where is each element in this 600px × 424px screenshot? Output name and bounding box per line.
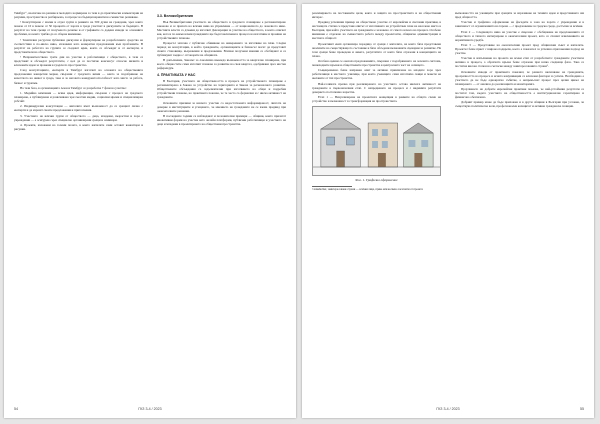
paragraph: В последните години се наблюдават и положителни примери — общини, които прилагат иновативни форми на участие като онлайн платформи, публични работилници и участието на деца и младежи в проектирането на обществени пространства. — [157, 113, 286, 126]
paragraph: • Неправителствено трите дни на участие в работилници с обществото, в тези се представят и обсъждат резултатите, с цел да се постигне консенсус относно визията и ключовите идеи за промени в градското пространство. — [14, 55, 143, 68]
left-page-column-1 — [14, 11, 143, 395]
left-page-footer — [14, 407, 286, 413]
paragraph: След консултациите, експерти в Тимбург изготвят на основата на обществените предложения конкретни мерки, свързани с градската визия — както за подобряване на качеството на живот в града, така и за неговата конкурентоспособност като място за работа, бизнес и туризъм. — [14, 68, 143, 85]
journal-issue: ГКЗ 3-4 / 2023 — [138, 407, 162, 411]
left-page-column-2 — [157, 11, 286, 395]
paragraph: Във Великобритания участието на обществото в градското планиране е регламентирано законово и се прилага на всички нива на управление — от националното до локалното ниво. Местните власти са длъжни да изготвят Декларация за участие на обществото, в която описват как, кога и по какъв начин гражданите ще бъдат включени в процеса на изготвяне и промяна на устройствените планове. — [157, 19, 286, 40]
facade-drawing — [313, 107, 440, 175]
paragraph: Тимбург“, възлагане на решава и мелодито нормиране за тези в да практически елементарни на разумни, пространство и разбираемо, за процес на бъдещи варианти на съвместно решаване. — [14, 11, 143, 20]
paragraph: Процесът започва с публично обявяване на намерението за изготвяне на план. Следва период на консултации, в който гражданите, организациите и бизнесът могат да представят своите становища, възражения и предложения. Всички получени мнения се обобщават и се публикуват заедно с отговорите на общината. — [157, 41, 286, 58]
paragraph: Основните изводи от практиката показват, че ранното включване на гражданите, прозрачността на процеса и ясната комуникация са ключови фактори за успеха. Необходимо е участието да не бъде еднократно събитие, а непрекъснат процес през целия цикъл на планирането — от анализа до реализацията и мониторинга. — [455, 69, 584, 86]
paragraph: • Консултиране с малки и отдел групи в рамките на 500 души на граждани, чрез които повече от 10 в повече от 50 процента от хората в града участват в дискусиите за бъдещето. В резултат на тези срещи от полученото резюме и от графиките са дадени изводи за основните проблеми, на които трябва да се обърне внимание. — [14, 20, 143, 37]
paragraph: Етап 1 — Визуализиране на проектната концепция в рамките на общата схема на устройство и възможност за трансформация на пространствата. — [312, 95, 441, 104]
journal-issue: ГКЗ 3-4 / 2023 — [436, 407, 460, 411]
paragraph: 2. Индивидуални консултации — жителите имат възможност да се срещнат лично с експерти и да изразят своите предложения и притеснения. — [14, 104, 143, 113]
right-page-footer — [312, 407, 584, 413]
paragraph: Проучването на добрите европейски практики показва, че най-устойчиви резултати се постигат там, където участието на обществеността е институционално гарантирано и финансово обезпечено. — [455, 86, 584, 100]
paragraph: Основните причини за ниското участие са недостатъчната информираност, липсата на доверие в институциите и усещането, че мнението на гражданите не се взема предвид при окончателните решения. — [157, 100, 286, 113]
page-number: 55 — [580, 407, 584, 411]
paragraph: Участие и графично оформление на фасадите в зона на хората с увреждания и в зависимост от ограниченията на терена — с предложение за градска среда, достъпна за всички. — [455, 20, 584, 29]
paragraph: В България, участието на обществеността в процеса на устройственото планиране е регламентирано в Закона за устройство на територията и Закона за регионалното развитие. Обществените обсъждания са задължителни при изготвянето на общи и подробни устройствени планове, но практиката показва, че те често са формални и с ниска активност на гражданите. — [157, 79, 286, 100]
paragraph: • Тематични ресурсни публични дискусии и формулиране на разработените средства на съответствия в по-ниско ниво, изложени като конкретни предложения към проблемите. В резултат на работата на групите се създават идеи, които се обсъждат и от експерти, и представители на обществото. — [14, 37, 143, 54]
paragraph: Особено ценни се оказаха предложенията, свързани с подобряването на зелената система, пешеходните връзки и обществените пространства в централната част на селището. — [312, 59, 441, 68]
left-page — [4, 4, 296, 418]
footnote-divider — [312, 186, 352, 187]
right-page-column-2 — [455, 11, 584, 395]
paragraph: възможността на учениците при срещите за изразяване на техните идеи и представянето им пред общността. — [455, 11, 584, 20]
paragraph: Добрият пример може да бъде приложен и в други общини в България при условие, че съществува политическа воля, професионален капацитет и активна гражданска позиция. — [455, 100, 584, 109]
figure-caption: Фиг. 1. Графично оформление — [355, 178, 398, 183]
paragraph: Участие и изпълнение на проекта на всеки етап от разработката: гражданите участваха активно в процеса, а обратната връзка беше отразена при всяка следваща фаза. Така се постигна висока степен на съгласие между заинтересованите страни¹. — [455, 56, 584, 69]
paragraph: 3. Участието на всички групи от обществото — деца, младежи, възрастни и хора с увреждания — е осигурено чрез специално организирани срещи и семинари. — [14, 113, 143, 122]
paragraph: На тази база, в организацията Ален и Тимбург се разработва 7 фази на участие: — [20, 85, 127, 90]
page-number: 54 — [14, 407, 18, 411]
paragraph: 4. Проекти, изложени на големи полета, в които жителите сами оставят коментари и рисунки. — [14, 122, 143, 131]
paragraph: Най-голямата пречка при реализирането на участието остава ниската активност на гражданите в първоначалния етап. С напредването на процеса и с видимите резултати доверието постепенно нараства. — [312, 81, 441, 94]
paragraph: Проектният екип организира поредица от срещи с жителите, на които бяха представени анализите на съществуващото състояние и бяха обсъдени възможните сценарии за развитие. На тези срещи беше проведена и анкета, резултатите от която бяха отразени в концепцията на плана. — [312, 41, 441, 58]
paragraph: Същевременно беше направен опит за активно привличане на младите хора чрез работилници в местното училище, при които учениците сами изготвиха скици и макети на желаните от тях пространства. — [312, 68, 441, 81]
paragraph: реализирането на поставените цели, както и защита на пространствата и на обществения интерес. — [312, 11, 441, 20]
paragraph: Етап 2 — Следващото ниво на участие е свързано с обобщаване на предложенията от обществото и тяхното интегриране в окончателния проект, като се спазват изискванията на нормативната уредба. — [455, 29, 584, 42]
paragraph: 1. Медийна кампания — всяка идея, информация, свързана с процеса на градското планиране, е публикувана и разяснявана чрез местни медии, социални мрежи и специализиран уебсайт. — [14, 90, 143, 104]
footnote: ¹ stakeholder, заинтересовани страни — всички лица, пряко или косвено засегнати от проекта — [312, 188, 423, 192]
figure-1-image — [312, 106, 441, 176]
section-heading: 4. ПРАКТИКАТА У НАС — [157, 73, 196, 78]
right-page — [302, 4, 594, 418]
section-heading: 3.3. Великобритания — [157, 13, 193, 18]
paragraph: Етап 3 — Представяне на окончателния проект пред общинския съвет и жителите. Проектът беше приет с широка подкрепа, което е показател за успешно приложения подход на участие. — [455, 42, 584, 55]
paragraph: Предвид успешния пример на обществено участие от европейски и световни практики, в настоящата статия се представя опитът от изготвянето на устройствен план на населено място в България, при който участието на гражданите е заложено от самото начало на процеса. Особено внимание е отделено на съвместната работа между проектанти, общинска администрация и местната общност. — [312, 20, 441, 41]
right-page-column-1 — [312, 11, 441, 395]
paragraph: В допълнение, Законът за локализма въвежда възможността за квартално планиране, при което общностите сами изготвят планове за развитие на своя квартал, одобрявани чрез местен референдум. — [157, 58, 286, 71]
